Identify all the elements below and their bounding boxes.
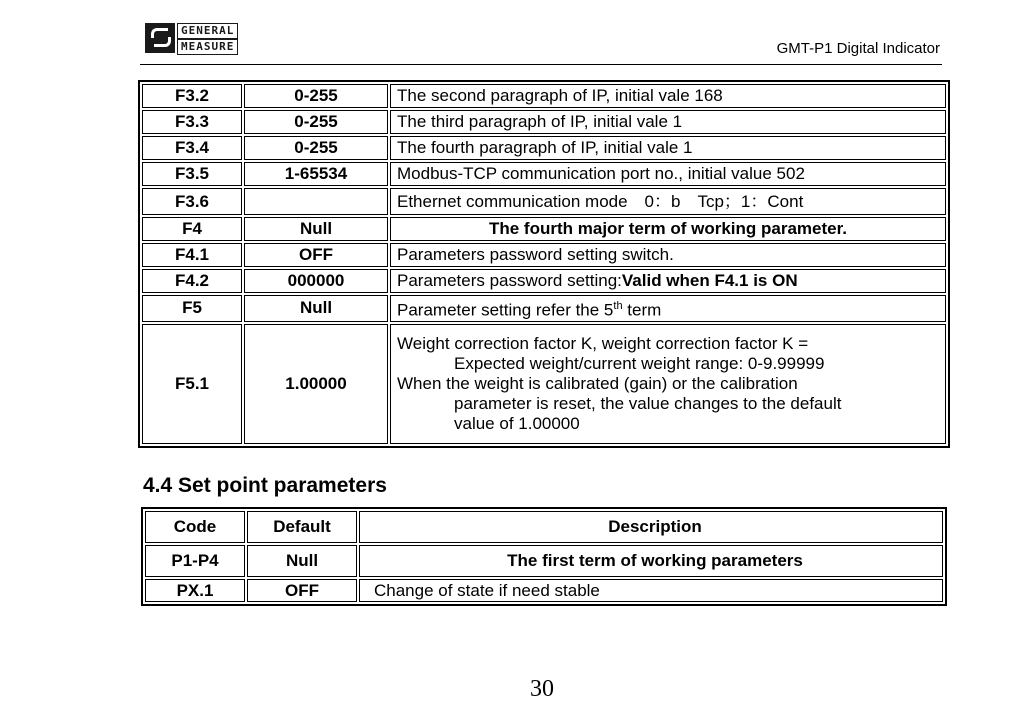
param-description: Change of state if need stable	[359, 579, 943, 602]
setpoint-table	[141, 507, 947, 606]
param-code: F5.1	[142, 324, 242, 444]
parameters-table	[138, 80, 950, 448]
company-logo	[145, 23, 238, 53]
param-default: OFF	[247, 579, 357, 602]
param-range	[244, 188, 388, 215]
logo-s-icon	[145, 23, 175, 53]
logo-line-general: GENERAL	[177, 23, 238, 39]
param-code: F3.5	[142, 162, 242, 186]
table-row	[142, 110, 946, 134]
logo-text	[177, 23, 238, 53]
desc-line: When the weight is calibrated (gain) or the calibration	[397, 373, 798, 393]
table-row	[142, 188, 946, 215]
param-range: Null	[244, 217, 388, 241]
desc-line: parameter is reset, the value changes to the default	[454, 393, 842, 413]
param-range: OFF	[244, 243, 388, 267]
table-row	[142, 243, 946, 267]
param-code: F4	[142, 217, 242, 241]
page-number: 30	[530, 676, 554, 702]
param-range: 1.00000	[244, 324, 388, 444]
table-row	[145, 545, 943, 577]
desc-line: Expected weight/current weight range: 0-9.99999	[454, 353, 825, 373]
param-code: F4.2	[142, 269, 242, 293]
table-row	[142, 324, 946, 444]
table-row	[142, 162, 946, 186]
table-row	[142, 269, 946, 293]
param-code: F5	[142, 295, 242, 322]
desc-text: Parameter setting refer the 5	[397, 300, 614, 320]
desc-line: value of 1.00000	[454, 413, 580, 433]
param-description: Modbus-TCP communication port no., initial value 502	[390, 162, 946, 186]
header-divider	[140, 64, 942, 65]
param-code: F3.6	[142, 188, 242, 215]
param-description	[390, 269, 946, 293]
table-row	[142, 217, 946, 241]
param-code: F3.4	[142, 136, 242, 160]
table-header-row	[145, 511, 943, 543]
param-description	[390, 324, 946, 444]
param-description: The first term of working parameters	[359, 545, 943, 577]
table-row	[145, 579, 943, 602]
header-code: Code	[145, 511, 245, 543]
desc-tail: term	[622, 300, 662, 320]
param-range: 000000	[244, 269, 388, 293]
param-description	[390, 295, 946, 322]
param-range: 0-255	[244, 110, 388, 134]
table-row	[142, 84, 946, 108]
param-range: 0-255	[244, 136, 388, 160]
param-description: Ethernet communication mode 0：b Tcp；1：Cont	[390, 188, 946, 215]
table-row	[142, 295, 946, 322]
param-description: The second paragraph of IP, initial vale 168	[390, 84, 946, 108]
param-code: PX.1	[145, 579, 245, 602]
document-title: GMT-P1 Digital Indicator	[776, 40, 940, 57]
param-code: F3.3	[142, 110, 242, 134]
param-description: The fourth paragraph of IP, initial vale 1	[390, 136, 946, 160]
param-description: The fourth major term of working parameter.	[390, 217, 946, 241]
header-description: Description	[359, 511, 943, 543]
header-default: Default	[247, 511, 357, 543]
param-range: 1-65534	[244, 162, 388, 186]
param-code: P1-P4	[145, 545, 245, 577]
param-range: 0-255	[244, 84, 388, 108]
table-row	[142, 136, 946, 160]
desc-superscript: th	[613, 300, 623, 312]
desc-text: Parameters password setting:	[397, 271, 622, 290]
param-default: Null	[247, 545, 357, 577]
param-description: Parameters password setting switch.	[390, 243, 946, 267]
desc-bold-text: Valid when F4.1 is ON	[621, 271, 798, 290]
param-code: F3.2	[142, 84, 242, 108]
param-code: F4.1	[142, 243, 242, 267]
section-heading: 4.4 Set point parameters	[143, 474, 387, 497]
logo-line-measure: MEASURE	[177, 39, 238, 55]
desc-line: Weight correction factor K, weight correction factor K =	[397, 333, 809, 353]
param-range: Null	[244, 295, 388, 322]
param-description: The third paragraph of IP, initial vale 1	[390, 110, 946, 134]
